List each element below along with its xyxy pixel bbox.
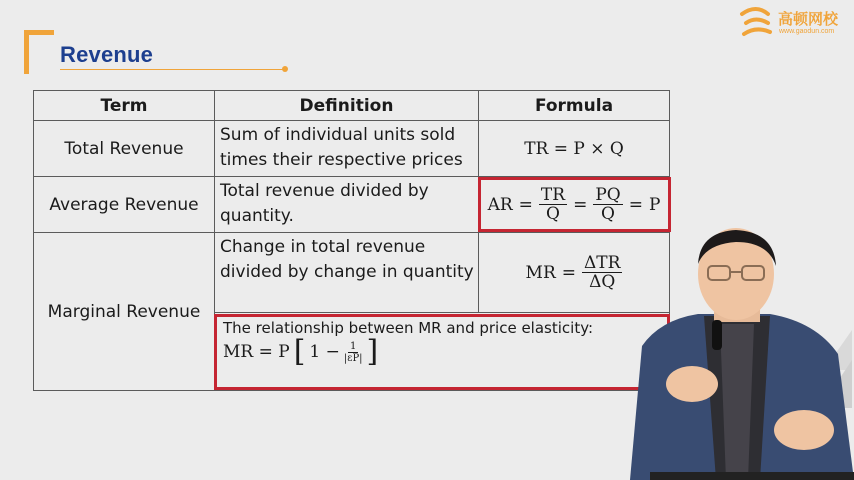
formula-lhs: MR	[525, 262, 556, 283]
fraction	[582, 254, 622, 291]
formula-rhs: P	[648, 194, 661, 215]
revenue-table	[33, 90, 670, 391]
fraction-denominator: |εP|	[343, 352, 363, 364]
table-row	[34, 121, 670, 177]
relationship-text: The relationship between MR and price elasticity:	[223, 319, 594, 337]
left-bracket: [	[293, 334, 306, 369]
relationship-cell	[215, 313, 670, 391]
table-row	[34, 233, 670, 313]
fraction	[344, 341, 363, 364]
table-row	[34, 177, 670, 233]
term-cell: Average Revenue	[34, 177, 215, 233]
header-definition: Definition	[215, 91, 479, 121]
table-header-row	[34, 91, 670, 121]
elasticity-formula	[215, 334, 669, 369]
header-formula: Formula	[479, 91, 670, 121]
fraction-numerator: PQ	[595, 185, 621, 205]
fraction-denominator: Q	[601, 204, 615, 224]
page-title: Revenue	[60, 42, 154, 67]
fraction	[593, 186, 622, 223]
formula-lhs: AR	[487, 194, 513, 215]
equals-sign: =	[628, 194, 643, 215]
formula-cell	[479, 177, 670, 233]
title-underline-dot	[282, 66, 288, 72]
fraction-denominator: ΔQ	[589, 272, 616, 292]
mr-formula	[526, 254, 623, 291]
presenter-video-icon	[620, 228, 854, 480]
definition-cell: Sum of individual units sold times their respective prices	[215, 121, 479, 177]
fraction	[539, 186, 567, 223]
header-term: Term	[34, 91, 215, 121]
fraction-numerator: ΔTR	[584, 253, 621, 273]
formula-cell: TR = P × Q	[479, 121, 670, 177]
logo-name: 高顿网校	[778, 10, 839, 28]
equals-sign: =	[518, 194, 533, 215]
gaodun-logo-icon	[738, 6, 774, 40]
title-bracket-decoration	[24, 30, 54, 74]
title-underline	[60, 69, 284, 70]
term-cell: Marginal Revenue	[34, 233, 215, 391]
fraction-numerator: 1	[350, 340, 357, 352]
ar-formula	[488, 186, 661, 223]
fraction-denominator: Q	[546, 204, 560, 224]
right-bracket: ]	[366, 334, 379, 369]
logo-url: www.gaodun.com	[779, 28, 835, 35]
equals-sign: =	[561, 262, 577, 283]
equals-sign: =	[573, 194, 588, 215]
formula-term: 1 −	[309, 342, 340, 362]
definition-cell: Total revenue divided by quantity.	[215, 177, 479, 233]
term-cell: Total Revenue	[34, 121, 215, 177]
brand-logo	[738, 4, 850, 44]
fraction-numerator: TR	[540, 185, 566, 205]
formula-lhs: MR = P	[223, 342, 290, 362]
definition-cell: Change in total revenue divided by change in quantity	[215, 233, 479, 313]
